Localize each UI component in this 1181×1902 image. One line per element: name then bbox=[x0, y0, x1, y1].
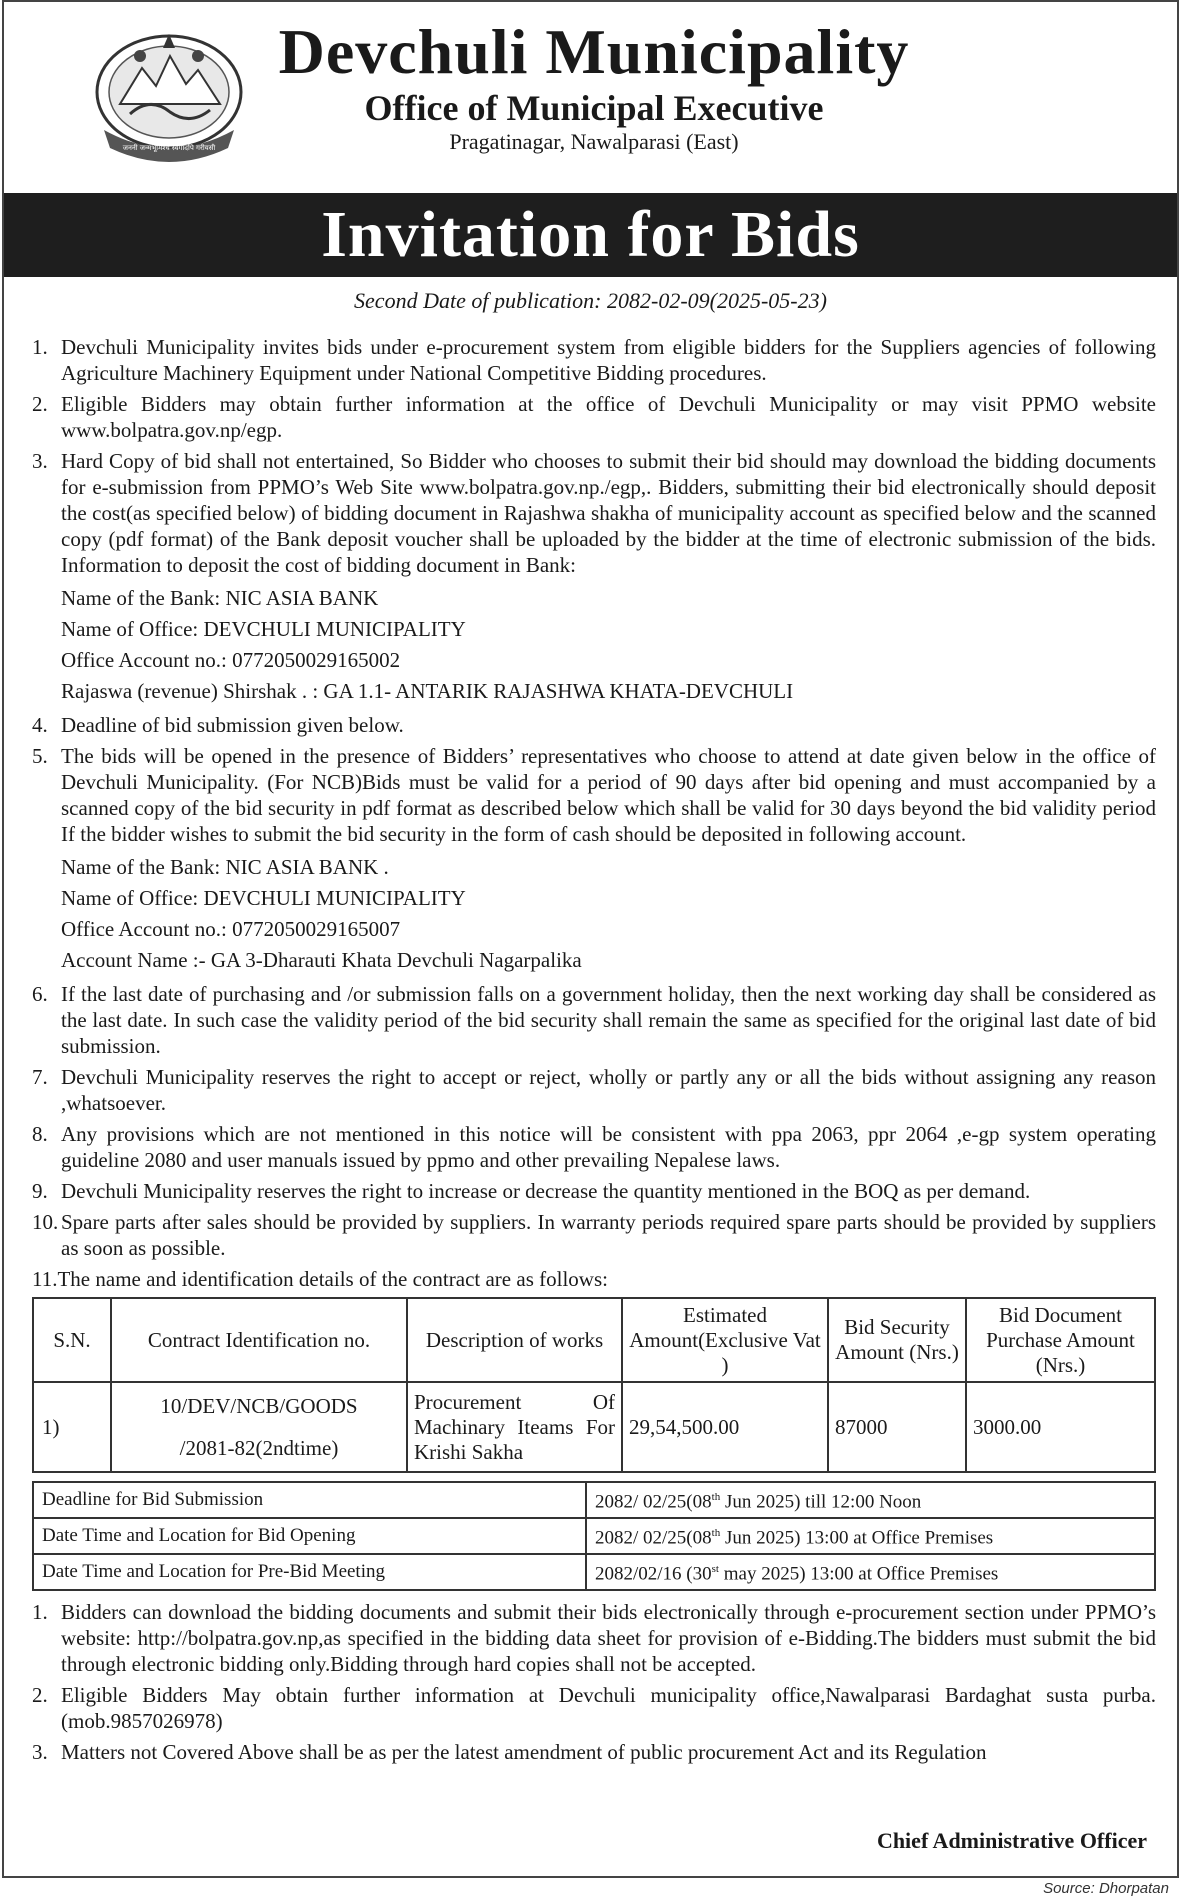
notice-header bbox=[4, 2, 1177, 192]
list-item: 2. Eligible Bidders May obtain further information at Devchuli municipality office,Nawalparasi Bardaghat susta purba.(mob.9857026978) bbox=[32, 1683, 1156, 1733]
list-item: 1. Devchuli Municipality invites bids under e-procurement system from eligible bidders for the Suppliers agencies of following Agriculture Machinery Equipment under National Competitive Bidding procedures. bbox=[32, 335, 1156, 385]
title-block bbox=[244, 16, 944, 156]
list-item: 5. The bids will be opened in the presence of Bidders’ representatives who choose to attend at date given below in the office of Devchuli Municipality. (For NCB)Bids must be valid for a period of 90 days after bid opening and must accompanied by a scanned copy of the bid security in pdf format as described below which shall be valid for 30 days beyond the bid validity period If the bidder wishes to submit the bid security in the form of cash should be deposited in following account. bbox=[32, 744, 1156, 846]
notice-title-banner: Invitation for Bids bbox=[4, 193, 1177, 277]
column-header: Description of works bbox=[407, 1298, 622, 1382]
cell-estimated-amount: 29,54,500.00 bbox=[622, 1382, 828, 1472]
table-row bbox=[33, 1518, 1155, 1554]
bank-details-fee bbox=[32, 583, 1156, 707]
schedule-value: 2082/02/16 (30st may 2025) 13:00 at Office Premises bbox=[586, 1554, 1155, 1590]
cell-description: Procurement Of Machinary Iteams For Krishi Sakha bbox=[407, 1382, 622, 1472]
office-address: Pragatinagar, Nawalparasi (East) bbox=[449, 129, 739, 154]
revenue-heading: Rajaswa (revenue) Shirshak . : GA 1.1- ANTARIK RAJASHWA KHATA-DEVCHULI bbox=[61, 679, 794, 703]
bank-name: Name of the Bank: NIC ASIA BANK . bbox=[61, 855, 389, 879]
nepal-emblem-icon bbox=[90, 26, 248, 166]
column-header: Estimated Amount(Exclusive Vat ) bbox=[622, 1298, 828, 1382]
cell-bid-security: 87000 bbox=[828, 1382, 966, 1472]
cell-purchase-amount: 3000.00 bbox=[966, 1382, 1155, 1472]
schedule-label: Date Time and Location for Bid Opening bbox=[33, 1518, 586, 1554]
signature-title: Chief Administrative Officer bbox=[876, 1828, 1147, 1853]
column-header: S.N. bbox=[33, 1298, 111, 1382]
table-row bbox=[33, 1554, 1155, 1590]
schedule-table bbox=[32, 1481, 1156, 1591]
table-row bbox=[33, 1482, 1155, 1518]
column-header: Bid Document Purchase Amount (Nrs.) bbox=[966, 1298, 1155, 1382]
list-item: 6. If the last date of purchasing and /or submission falls on a government holiday, then the next working day shall be considered as the last date. In such case the validity period of the bid security shall remain the same as specified for the original last date of bid submission. bbox=[32, 982, 1156, 1058]
table-row bbox=[33, 1382, 1155, 1472]
schedule-value: 2082/ 02/25(08th Jun 2025) till 12:00 Noon bbox=[586, 1482, 1155, 1518]
bank-details-security bbox=[32, 852, 1156, 976]
list-item: 11.The name and identification details of the contract are as follows: bbox=[32, 1267, 608, 1291]
list-item: 1. Bidders can download the bidding documents and submit their bids electronically through e-procurement section under PPMO’s website: http://bolpatra.gov.np,as specified in the bidding data sheet for provision of e-Bidding.The bidders must submit the bid through electronic bidding only.Bidding through hard copies shall not be accepted. bbox=[32, 1600, 1156, 1676]
schedule-label: Date Time and Location for Pre-Bid Meeting bbox=[33, 1554, 586, 1590]
list-item: 3. Matters not Covered Above shall be as per the latest amendment of public procurement Act and its Regulation bbox=[32, 1740, 987, 1764]
list-item: 7. Devchuli Municipality reserves the right to accept or reject, wholly or partly any or all the bids without assigning any reason ,whatsoever. bbox=[32, 1065, 1156, 1115]
schedule-label: Deadline for Bid Submission bbox=[33, 1482, 586, 1518]
contract-table bbox=[32, 1297, 1156, 1473]
list-item: 4. Deadline of bid submission given below. bbox=[32, 713, 404, 737]
notice-body bbox=[32, 334, 1156, 1770]
bank-name: Name of the Bank: NIC ASIA BANK bbox=[61, 586, 379, 610]
office-account: Office Account no.: 0772050029165007 bbox=[61, 917, 401, 941]
svg-text:जननी जन्मभूमिश्च स्वर्गादपि गर: जननी जन्मभूमिश्च स्वर्गादपि गरीयसी bbox=[122, 144, 216, 152]
list-item: 3. Hard Copy of bid shall not entertained, So Bidder who chooses to submit their bid should may download the bidding documents for e-submission from PPMO’s Web Site www.bolpatra.gov.np./egp,. Bidders, submitting their bid electronically should deposit the cost(as specified below) of bidding document in Rajashwa shakha of municipality account as specified below and the scanned copy (pdf format) of the Bank deposit voucher shall be uploaded by the bidder at the time of electronic submission of the bids. Information to deposit the cost of bidding document in Bank: bbox=[32, 449, 1156, 577]
source-credit: Source: Dhorpatan bbox=[1043, 1880, 1169, 1897]
list-item: 9. Devchuli Municipality reserves the right to increase or decrease the quantity mentioned in the BOQ as per demand. bbox=[32, 1179, 1031, 1203]
office-name: Office of Municipal Executive bbox=[364, 88, 824, 128]
cell-contract-id: 10/DEV/NCB/GOODS /2081-82(2ndtime) bbox=[111, 1382, 407, 1472]
column-header: Bid Security Amount (Nrs.) bbox=[828, 1298, 966, 1382]
table-header-row bbox=[33, 1298, 1155, 1382]
account-name: Account Name :- GA 3-Dharauti Khata Devchuli Nagarpalika bbox=[61, 948, 582, 972]
list-item: 2. Eligible Bidders may obtain further information at the office of Devchuli Municipality or may visit PPMO website www.bolpatra.gov.np/egp. bbox=[32, 392, 1156, 442]
list-item: 10. Spare parts after sales should be provided by suppliers. In warranty periods required spare parts should be provided by suppliers as soon as possible. bbox=[32, 1210, 1156, 1260]
municipality-name: Devchuli Municipality bbox=[278, 16, 910, 87]
publication-date: Second Date of publication: 2082-02-09(2025-05-23) bbox=[354, 288, 827, 313]
list-item: 8. Any provisions which are not mentioned in this notice will be consistent with ppa 2063, ppr 2064 ,e-gp system operating guideline 2080 and user manuals issued by ppmo and other prevailing Nepalese laws. bbox=[32, 1122, 1156, 1172]
notes-list bbox=[32, 1599, 1156, 1765]
notice-sheet bbox=[2, 0, 1179, 1878]
office-account: Office Account no.: 0772050029165002 bbox=[61, 648, 401, 672]
office-name-line: Name of Office: DEVCHULI MUNICIPALITY bbox=[61, 886, 466, 910]
column-header: Contract Identification no. bbox=[111, 1298, 407, 1382]
office-name-line: Name of Office: DEVCHULI MUNICIPALITY bbox=[61, 617, 466, 641]
schedule-value: 2082/ 02/25(08th Jun 2025) 13:00 at Office Premises bbox=[586, 1518, 1155, 1554]
cell-sn: 1) bbox=[33, 1382, 111, 1472]
